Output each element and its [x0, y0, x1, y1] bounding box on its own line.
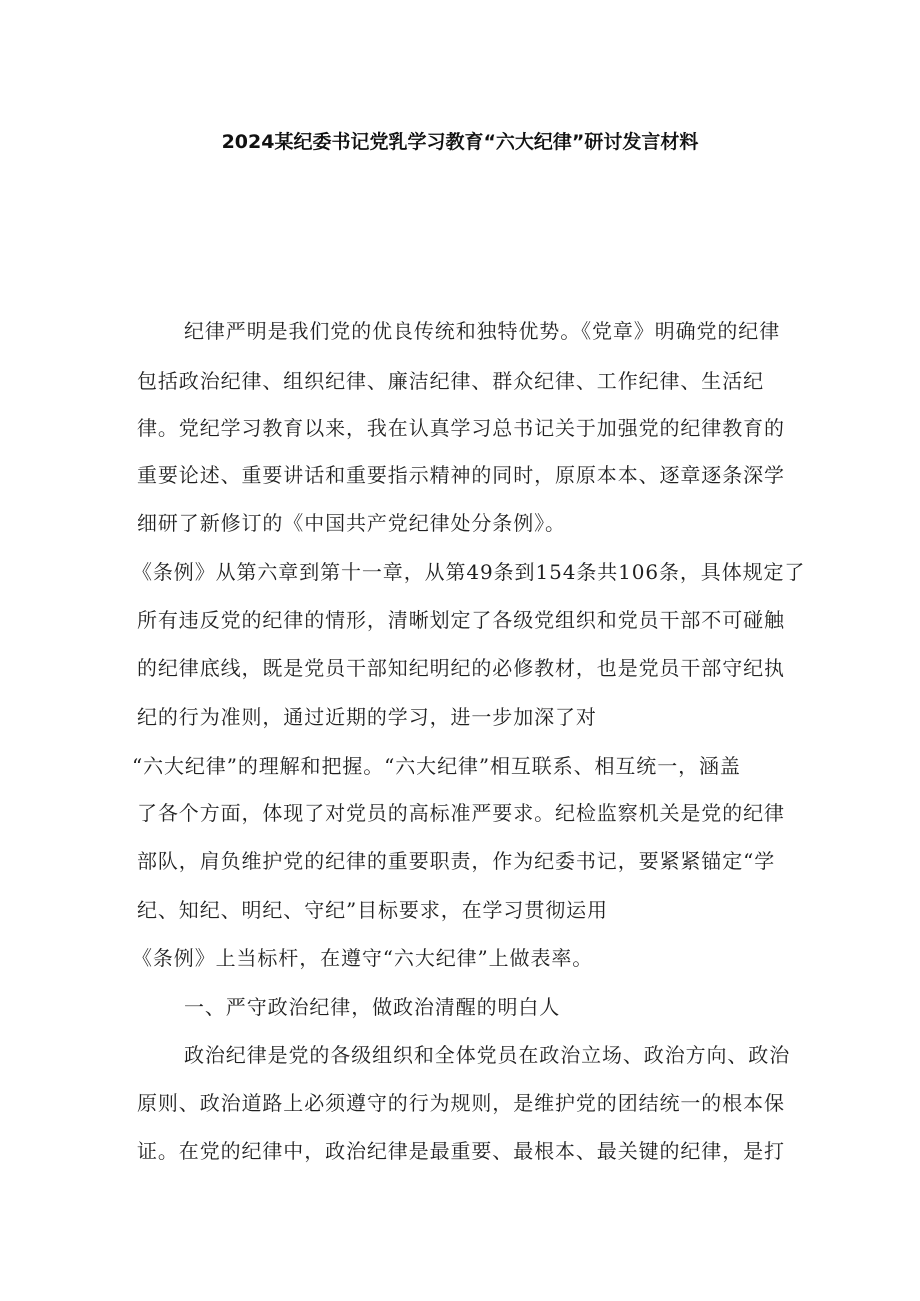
paragraph-line: 证。在党的纪律中，政治纪律是最重要、最根本、最关键的纪律，是打	[137, 1139, 785, 1163]
paragraph-line: “六大纪律”的理解和把握。“六大纪律”相互联系、相互统一，涵盖	[132, 754, 741, 778]
paragraph-line: 纪律严明是我们党的优良传统和独特优势。《党章》明确党的纪律	[184, 319, 781, 343]
paragraph-line: 政治纪律是党的各级组织和全体党员在政治立场、政治方向、政治	[184, 1043, 791, 1067]
paragraph-line: 原则、政治道路上必须遵守的行为规则，是维护党的团结统一的根本保	[137, 1091, 785, 1115]
paragraph-line: 细研了新修订的《中国共产党纪律处分条例》。	[137, 511, 566, 535]
paragraph-line: 重要论述、重要讲话和重要指示精神的同时，原原本本、逐章逐条深学	[137, 463, 785, 487]
paragraph-line: 部队，肩负维护党的纪律的重要职责，作为纪委书记，要紧紧锚定“学	[137, 849, 776, 873]
paragraph-line: 了各个方面，体现了对党员的高标准严要求。纪检监察机关是党的纪律	[137, 801, 785, 825]
paragraph-line: 包括政治纪律、组织纪律、廉洁纪律、群众纪律、工作纪律、生活纪	[137, 369, 764, 393]
document-title: 2024某纪委书记党乳学习教育“六大纪律”研讨发言材料	[221, 131, 699, 153]
section-heading: 一、严守政治纪律，做政治清醒的明白人	[184, 995, 561, 1019]
paragraph-line: 所有违反党的纪律的情形，清晰划定了各级党组织和党员干部不可碰触	[137, 608, 785, 632]
paragraph-line: 的纪律底线，既是党员干部知纪明纪的必修教材，也是党员干部守纪执	[137, 656, 785, 680]
paragraph-line: 律。党纪学习教育以来，我在认真学习总书记关于加强党的纪律教育的	[137, 416, 785, 440]
paragraph-line: 《条例》上当标杆，在遵守“六大纪律”上做表率。	[132, 946, 594, 970]
paragraph-line: 《条例》从第六章到第十一章，从第49条到154条共106条，具体规定了	[132, 560, 806, 584]
paragraph-line: 纪、知纪、明纪、守纪”目标要求，在学习贯彻运用	[137, 898, 608, 922]
paragraph-line: 纪的行为准则，通过近期的学习，进一步加深了对	[137, 705, 597, 729]
